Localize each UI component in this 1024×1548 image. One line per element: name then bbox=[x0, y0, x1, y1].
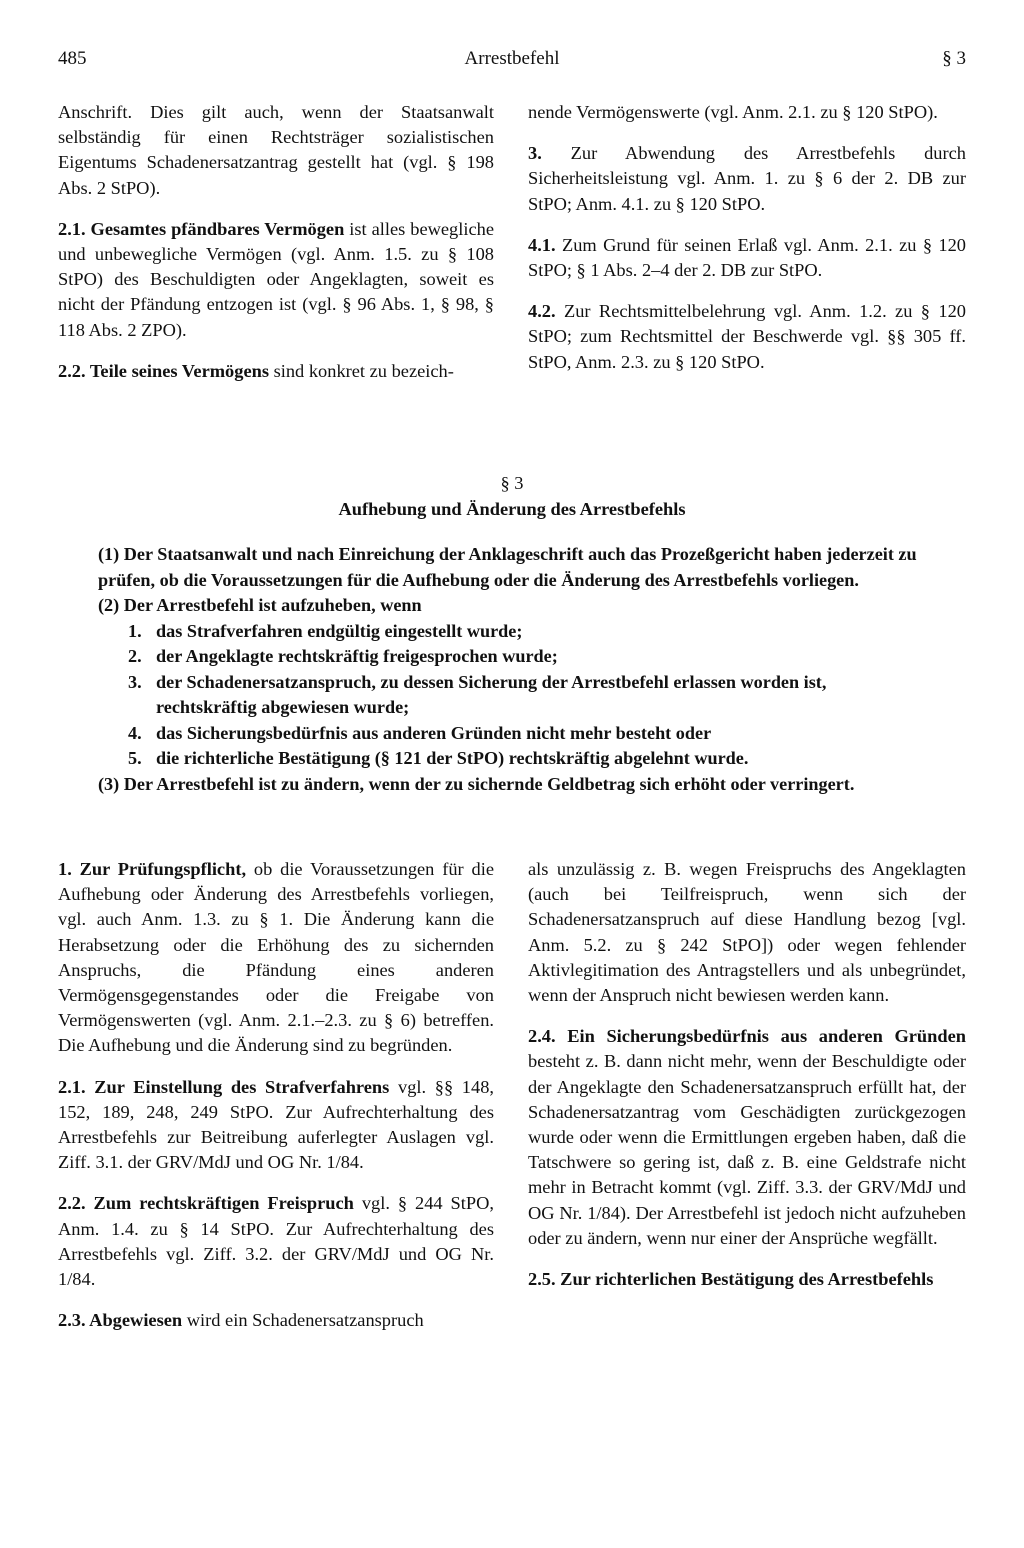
law-list-item: 4. das Sicherungsbedürfnis aus anderen Gründen nicht mehr besteht oder bbox=[128, 722, 712, 743]
law-list-item: 5. die richterliche Bestätigung (§ 121 der StPO) rechtskräftig abgelehnt wurde. bbox=[128, 748, 749, 768]
section-heading bbox=[0, 470, 1024, 522]
paragraph: 1. Zur Prüfungspflicht, ob die Voraussetzungen für die Aufhebung oder Änderung des Arrestbefehls vorliegen, vgl. auch Anm. 1.3. zu § 1. Die Änderung kann die Herabsetzung oder die Erhöhung des zu sichernden Anspruchs, die Pfändung eines anderen Vermögensgegenstandes oder die Freigabe von Vermögenswerten (vgl. Anm. 2.1.–2.3. zu § 6) betreffen. Die Aufhebung und die Änderung sind zu begründen. bbox=[58, 859, 494, 1056]
law-text bbox=[98, 542, 928, 797]
running-title: Arrestbefehl bbox=[464, 48, 560, 69]
running-section: § 3 bbox=[942, 48, 966, 69]
law-list-item: 1. das Strafverfahren endgültig eingestellt wurde; bbox=[128, 620, 523, 641]
paragraph: 2.2. Teile seines Vermögens sind konkret zu bezeich- bbox=[58, 360, 454, 381]
paragraph: 2.1. Zur Einstellung des Strafverfahrens vgl. §§ 148, 152, 189, 248, 249 StPO. Zur Aufrechterhaltung des Arrestbefehls zur Beitreibung auferlegter Auslagen vgl. Ziff. 3.1. der GRV/MdJ und OG Nr. 1/84. bbox=[58, 1076, 494, 1173]
paragraph: 2.4. Ein Sicherungsbedürfnis aus anderen Gründen besteht z. B. dann nicht mehr, wenn der Beschuldigte oder der Angeklagte den Schadenersatzanspruch erfüllt hat, der Schadenersatzantrag vom Geschädigten zurückgezogen wurde oder wenn die Ermittlungen ergeben haben, daß die Tatschwere so gering ist, daß z. B. eine Geldstrafe nicht mehr in Betracht kommt (vgl. Ziff. 3.3. der GRV/MdJ und OG Nr. 1/84). Der Arrestbefehl ist jedoch nicht aufzuheben oder zu ändern, wenn nur einer der Ansprüche wegfällt. bbox=[528, 1026, 966, 1248]
paragraph: 2.1. Gesamtes pfändbares Vermögen ist alles bewegliche und unbewegliche Vermögen (vgl. Anm. 1.5. zu § 108 StPO) des Beschuldigten oder Angeklagten, soweit es nicht der Pfändung entzogen ist (vgl. § 96 Abs. 1, § 98, § 118 Abs. 2 ZPO). bbox=[58, 218, 494, 340]
paragraph: Anschrift. Dies gilt auch, wenn der Staatsanwalt selbständig für einen Rechtsträger sozialistischen Eigentums Schadenersatzantrag gestellt hat (vgl. § 198 Abs. 2 StPO). bbox=[58, 102, 494, 198]
law-list-item: 2. der Angeklagte rechtskräftig freigesprochen wurde; bbox=[128, 646, 558, 666]
paragraph: 4.2. Zur Rechtsmittelbelehrung vgl. Anm. 1.2. zu § 120 StPO; zum Rechtsmittel der Beschwerde vgl. §§ 305 ff. StPO, Anm. 2.3. zu § 120 StPO. bbox=[528, 301, 966, 372]
annotations-bottom-left bbox=[58, 857, 494, 1349]
paragraph: 3. Zur Abwendung des Arrestbefehls durch Sicherheitsleistung vgl. Anm. 1. zu § 6 der 2. DB zur StPO; Anm. 4.1. zu § 120 StPO. bbox=[528, 143, 966, 214]
law-paragraph-2: (2) Der Arrestbefehl ist aufzuheben, wenn bbox=[98, 595, 422, 615]
law-list-item: 3. der Schadenersatzanspruch, zu dessen Sicherung der Arrestbefehl erlassen worden ist, rechtskräftig abgewiesen wurde; bbox=[128, 671, 827, 717]
paragraph: 2.3. Abgewiesen wird ein Schadenersatzanspruch bbox=[58, 1310, 424, 1331]
law-paragraph-1: (1) Der Staatsanwalt und nach Einreichung der Anklageschrift auch das Prozeßgericht haben jederzeit zu prüfen, ob die Voraussetzungen für die Aufhebung oder die Änderung des Arrestbefehls vorliegen. bbox=[98, 544, 917, 590]
section-title: Aufhebung und Änderung des Arrestbefehls bbox=[338, 499, 686, 519]
annotations-top-left bbox=[58, 100, 494, 400]
paragraph: 4.1. Zum Grund für seinen Erlaß vgl. Anm. 2.1. zu § 120 StPO; § 1 Abs. 2–4 der 2. DB zur StPO. bbox=[528, 234, 966, 281]
paragraph: nende Vermögenswerte (vgl. Anm. 2.1. zu § 120 StPO). bbox=[528, 102, 938, 122]
annotations-bottom-right bbox=[528, 857, 966, 1308]
paragraph: als unzulässig z. B. wegen Freispruchs des Angeklagten (auch bei Teilfreispruch, wenn sich der Schadenersatzanspruch auf diese Handlung bezog [vgl. Anm. 5.2. zu § 242 StPO]) oder wegen fehlender Aktivlegitimation des Antragstellers und als unbegründet, wenn der Anspruch nicht bewiesen werden kann. bbox=[528, 859, 966, 1006]
law-paragraph-3: (3) Der Arrestbefehl ist zu ändern, wenn der zu sichernde Geldbetrag sich erhöht oder verringert. bbox=[98, 773, 855, 794]
paragraph: 2.5. Zur richterlichen Bestätigung des Arrestbefehls bbox=[528, 1269, 934, 1290]
page-number: 485 bbox=[58, 48, 87, 69]
section-number: § 3 bbox=[500, 473, 524, 493]
annotations-top-right bbox=[528, 100, 966, 391]
paragraph: 2.2. Zum rechtskräftigen Freispruch vgl. § 244 StPO, Anm. 1.4. zu § 14 StPO. Zur Aufrechterhaltung des Arrestbefehls vgl. Ziff. 3.2. der GRV/MdJ und OG Nr. 1/84. bbox=[58, 1193, 495, 1290]
